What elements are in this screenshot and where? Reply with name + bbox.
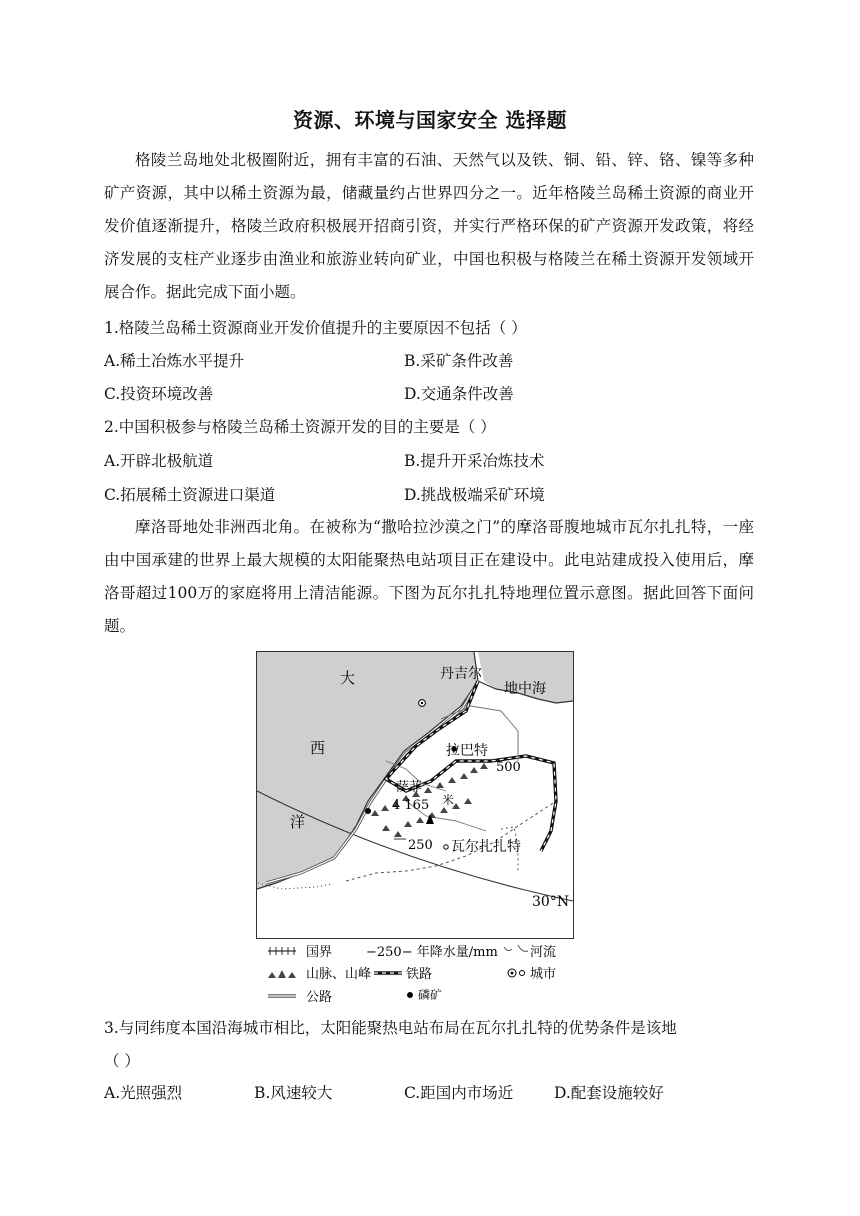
- question-2-option-d[interactable]: D.挑战极端采矿环境: [404, 486, 545, 504]
- question-3-option-d[interactable]: D.配套设施较好: [554, 1084, 664, 1102]
- passage-greenland: 格陵兰岛地处北极圈附近，拥有丰富的石油、天然气以及铁、铜、铅、锌、铬、镍等多种矿产资源，其中以稀土资源为最，储藏量约占世界四分之一。近年格陵兰岛稀土资源的商业开发价值逐渐提升，格陵兰政府积极展开招商引资，并实行严格环保的矿产资源开发政策，将经济发展的支柱产业逐步由渔业和旅游业转向矿业，中国也积极与格陵兰在稀土资源开发领域开展合作。据此完成下面小题。: [104, 151, 754, 301]
- question-2-option-b[interactable]: B.提升开采冶炼技术: [404, 452, 545, 470]
- label-ocean-3: 洋: [290, 813, 306, 831]
- question-3-option-c[interactable]: C.距国内市场近: [404, 1084, 514, 1102]
- label-latitude: 30°N: [532, 894, 570, 910]
- question-1-option-a[interactable]: A.稀土冶炼水平提升: [104, 352, 245, 370]
- mountain-legend-icon: [268, 970, 296, 978]
- question-3-option-a[interactable]: A.光照强烈: [104, 1084, 183, 1102]
- question-1-stem: 1.格陵兰岛稀土资源商业开发价值提升的主要原因不包括（ ）: [104, 319, 527, 337]
- question-3-option-b[interactable]: B.风速较大: [254, 1084, 333, 1102]
- question-3-stem: 3.与同纬度本国沿海城市相比，太阳能聚热电站布局在瓦尔扎扎特的优势条件是该地: [104, 1019, 677, 1037]
- legend-road: 公路: [306, 990, 333, 1005]
- label-ocean-1: 大: [340, 669, 356, 687]
- legend-city: 城市: [530, 967, 557, 982]
- question-1-option-d[interactable]: D.交通条件改善: [404, 385, 514, 403]
- label-isohyet-500: 500: [496, 760, 521, 775]
- label-mediterranean: 地中海: [504, 681, 546, 697]
- passage-morocco: 摩洛哥地处非洲西北角。在被称为“撒哈拉沙漠之门”的摩洛哥腹地城市瓦尔扎扎特，一座由中国承建的世界上最大规模的太阳能聚热电站项目正在建设中。此电站建成投入使用后，摩洛哥超过100万的家庭将用上清洁能源。下图为瓦尔扎扎特地理位置示意图。据此回答下面问题。: [104, 518, 754, 635]
- river-legend-icon: [504, 945, 528, 951]
- label-ocean-2: 西: [310, 739, 326, 757]
- legend-river: 河流: [530, 945, 557, 960]
- legend-phosphate: 磷矿: [418, 988, 443, 1002]
- label-tangier: 丹吉尔: [440, 666, 482, 682]
- city-icon: [444, 845, 448, 849]
- legend-railway: 铁路: [406, 967, 433, 982]
- question-2-stem: 2.中国积极参与格陵兰岛稀土资源开发的目的主要是（ ）: [104, 418, 496, 436]
- label-safi: 萨菲: [396, 780, 423, 795]
- question-2-option-a[interactable]: A.开辟北极航道: [104, 452, 214, 470]
- legend-isohyet: −250− 年降水量/mm: [366, 945, 498, 960]
- label-rabat: 拉巴特: [446, 743, 488, 759]
- question-3-paren: （ ）: [104, 1052, 140, 1070]
- question-1-option-c[interactable]: C.投资环境改善: [104, 385, 214, 403]
- label-isohyet-250: 250: [408, 838, 433, 853]
- legend-border: 国界: [306, 945, 333, 960]
- page-title: 资源、环境与国家安全 选择题: [293, 108, 567, 132]
- ouarzazate-location-map: [256, 651, 574, 1005]
- phosphate-legend-icon: [407, 992, 413, 998]
- label-peak-unit: 米: [442, 793, 455, 807]
- map-figure: [256, 651, 574, 1005]
- question-2-option-c[interactable]: C.拓展稀土资源进口渠道: [104, 486, 276, 504]
- label-peak-height: 4 165: [392, 798, 430, 813]
- phosphate-mine-icon: [365, 808, 371, 814]
- question-1-option-b[interactable]: B.采矿条件改善: [404, 352, 514, 370]
- map-legend: [268, 944, 556, 1005]
- legend-mountain: 山脉、山峰: [306, 967, 372, 982]
- label-ouarzazate: 瓦尔扎扎特: [451, 839, 521, 855]
